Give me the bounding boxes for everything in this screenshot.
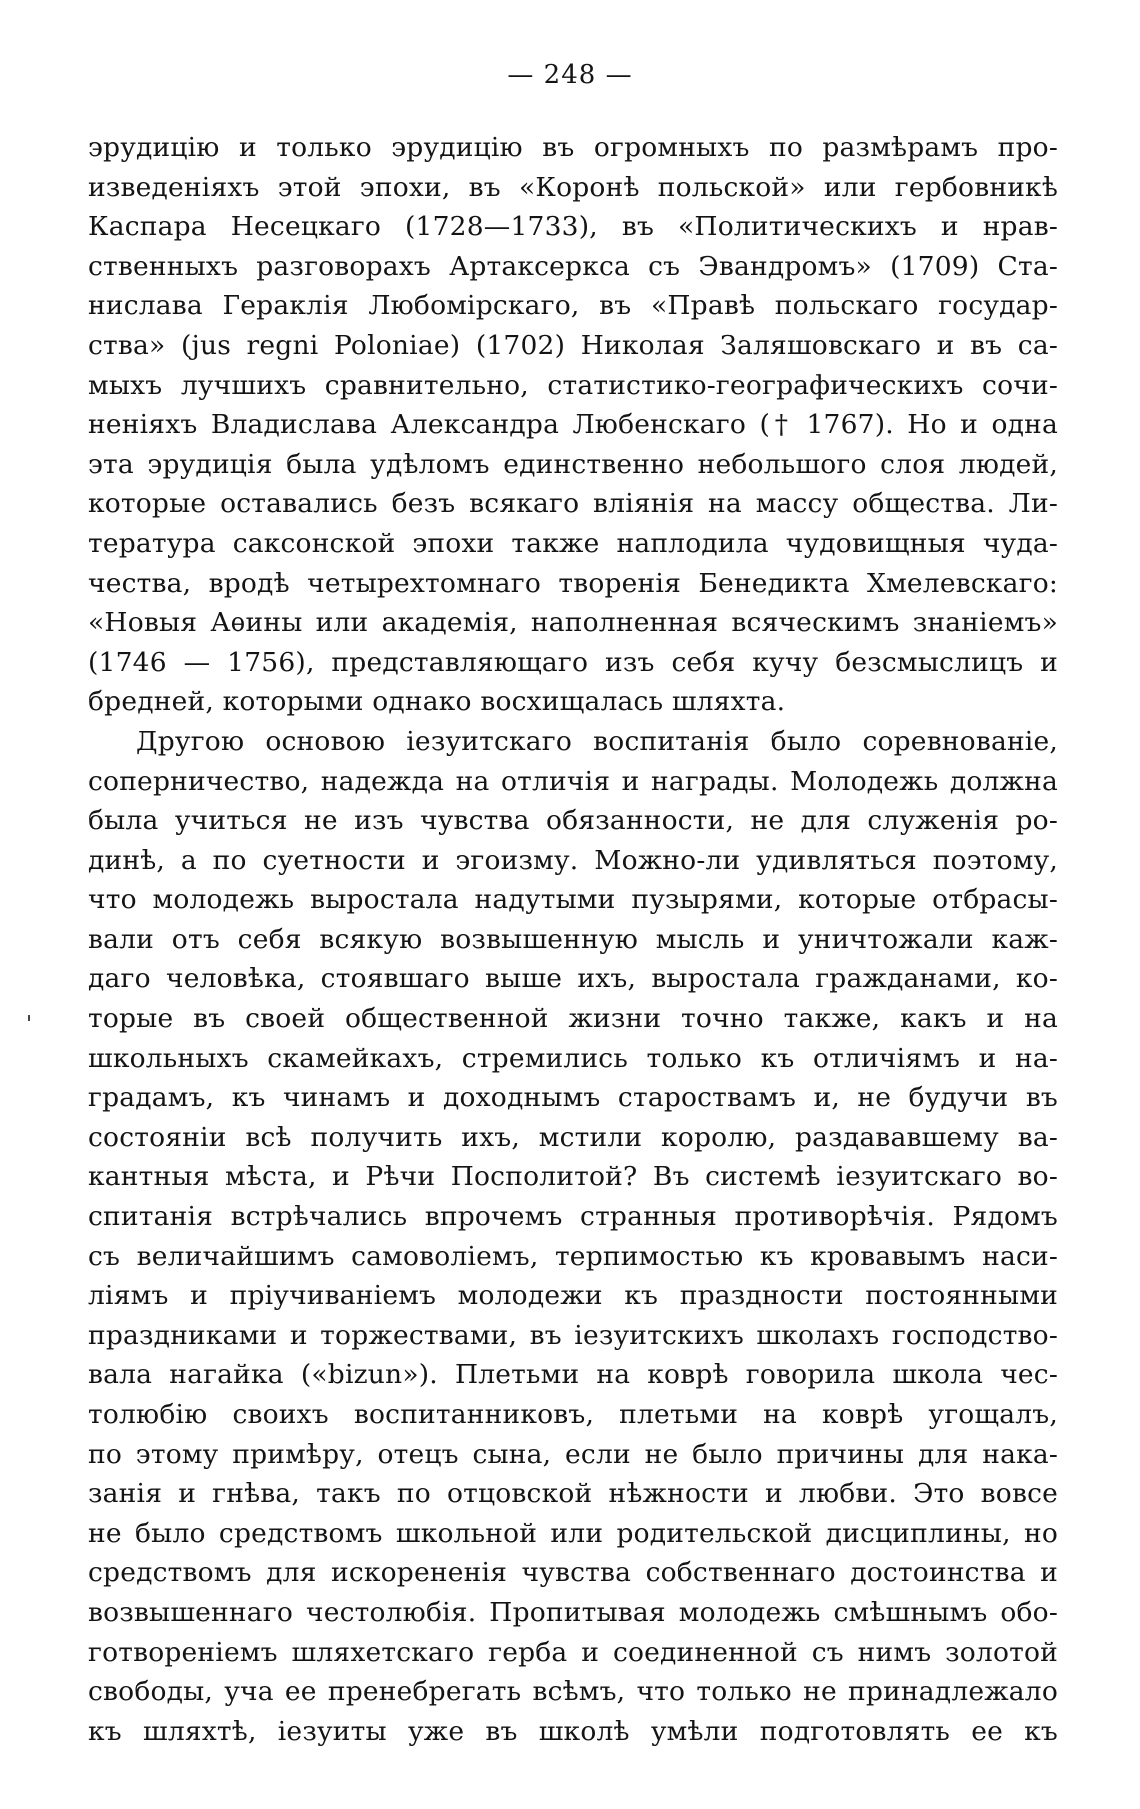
text-line: возвышеннаго честолюбія. Пропитывая молодежь смѣшнымъ обо- [88,1596,1058,1628]
text-line: градамъ, къ чинамъ и доходнымъ староствамъ и, не будучи въ [88,1082,1058,1114]
text-line: толюбію своихъ воспитанниковъ, плетьми на коврѣ угощалъ, [88,1399,1058,1430]
text-line: торые въ своей общественной жизни точно также, какъ и на [88,1003,1058,1035]
page-number: — 248 — [507,60,633,90]
text-line: школьныхъ скамейкахъ, стремились только къ отличіямъ и на- [88,1042,1058,1074]
text-line: даго человѣка, стоявшаго выше ихъ, выростала гражданами, ко- [88,963,1058,995]
text-line: изведеніяхъ этой эпохи, въ «Коронѣ польской» или гербовникѣ [88,171,1058,203]
body-text [88,128,1058,1751]
text-line: Другою основою іезуитскаго воспитанія было соревнованіе, [136,725,1058,757]
text-line: «Новыя Аѳины или академія, наполненная всяческимъ знаніемъ» [88,607,1058,639]
text-line: свободы, уча ее пренебрегать всѣмъ, что только не принадлежало [88,1676,1058,1708]
text-line: чества, вродѣ четырехтомнаго творенія Бенедикта Хмелевскаго: [88,567,1058,599]
print-speck [28,1015,30,1021]
text-line: состояніи всѣ получить ихъ, мстили королю, раздававшему ва- [88,1121,1058,1153]
text-line: не было средствомъ школьной или родительской дисциплины, но [88,1517,1058,1549]
text-line: динѣ, а по суетности и эгоизму. Можно-ли удивляться поэтому, [88,844,1058,876]
text-line: вала нагайка («bizun»). Плетьми на коврѣ говорила школа чес- [88,1359,1058,1391]
text-line: нислава Гераклія Любомірскаго, въ «Правѣ польскаго государ- [88,290,1058,322]
text-line: ственныхъ разговорахъ Артаксеркса съ Эвандромъ» (1709) Ста- [88,250,1058,282]
paragraph [88,128,1058,722]
text-line: съ величайшимъ самоволіемъ, терпимостью къ кровавымъ наси- [88,1240,1058,1272]
text-line: спитанія встрѣчались впрочемъ странныя противорѣчія. Рядомъ [88,1201,1058,1233]
text-line: ства» (jus regni Poloniae) (1702) Николая Заляшовскаго и въ са- [88,329,1058,361]
text-line: что молодежь выростала надутыми пузырями, которые отбрасы- [88,884,1058,916]
text-line: Каспара Несецкаго (1728—1733), въ «Политическихъ и нрав- [88,211,1058,243]
text-line: соперничество, надежда на отличія и награды. Молодежь должна [88,765,1058,797]
text-line: готвореніемъ шляхетскаго герба и соединенной съ нимъ золотой [88,1636,1058,1668]
text-line: которые оставались безъ всякаго вліянія на массу общества. Ли- [88,488,1058,520]
text-line: была учиться не изъ чувства обязанности, не для служенія ро- [88,805,1058,837]
text-line: по этому примѣру, отецъ сына, если не было причины для нака- [88,1438,1058,1470]
text-line: ліямъ и пріучиваніемъ молодежи къ праздности постоянными [88,1280,1058,1312]
text-line: средствомъ для искорененія чувства собственнаго достоинства и [88,1557,1058,1589]
text-line: тература саксонской эпохи также наплодила чудовищныя чуда- [88,527,1058,559]
paragraph [88,722,1058,1751]
text-line: мыхъ лучшихъ сравнительно, статистико-географическихъ сочи- [88,369,1058,401]
text-line: вали отъ себя всякую возвышенную мысль и уничтожали каж- [88,923,1058,955]
text-line: занія и гнѣва, такъ по отцовской нѣжности и любви. Это вовсе [88,1478,1058,1510]
text-line: къ шляхтѣ, іезуиты уже въ школѣ умѣли подготовлять ее къ [88,1715,1058,1747]
text-line: праздниками и торжествами, въ іезуитскихъ школахъ господство- [88,1319,1058,1351]
text-line: эта эрудиція была удѣломъ единственно небольшого слоя людей, [88,448,1058,480]
text-line: (1746 — 1756), представляющаго изъ себя кучу безсмыслицъ и [88,646,1058,678]
text-line: кантныя мѣста, и Рѣчи Посполитой? Въ системѣ іезуитскаго во- [88,1161,1058,1193]
text-line: неніяхъ Владислава Александра Любенскаго († 1767). Но и одна [88,409,1058,441]
text-line: бредней, которыми однако восхищалась шляхта. [88,686,786,718]
text-line: эрудицію и только эрудицію въ огромныхъ по размѣрамъ про- [88,132,1058,163]
